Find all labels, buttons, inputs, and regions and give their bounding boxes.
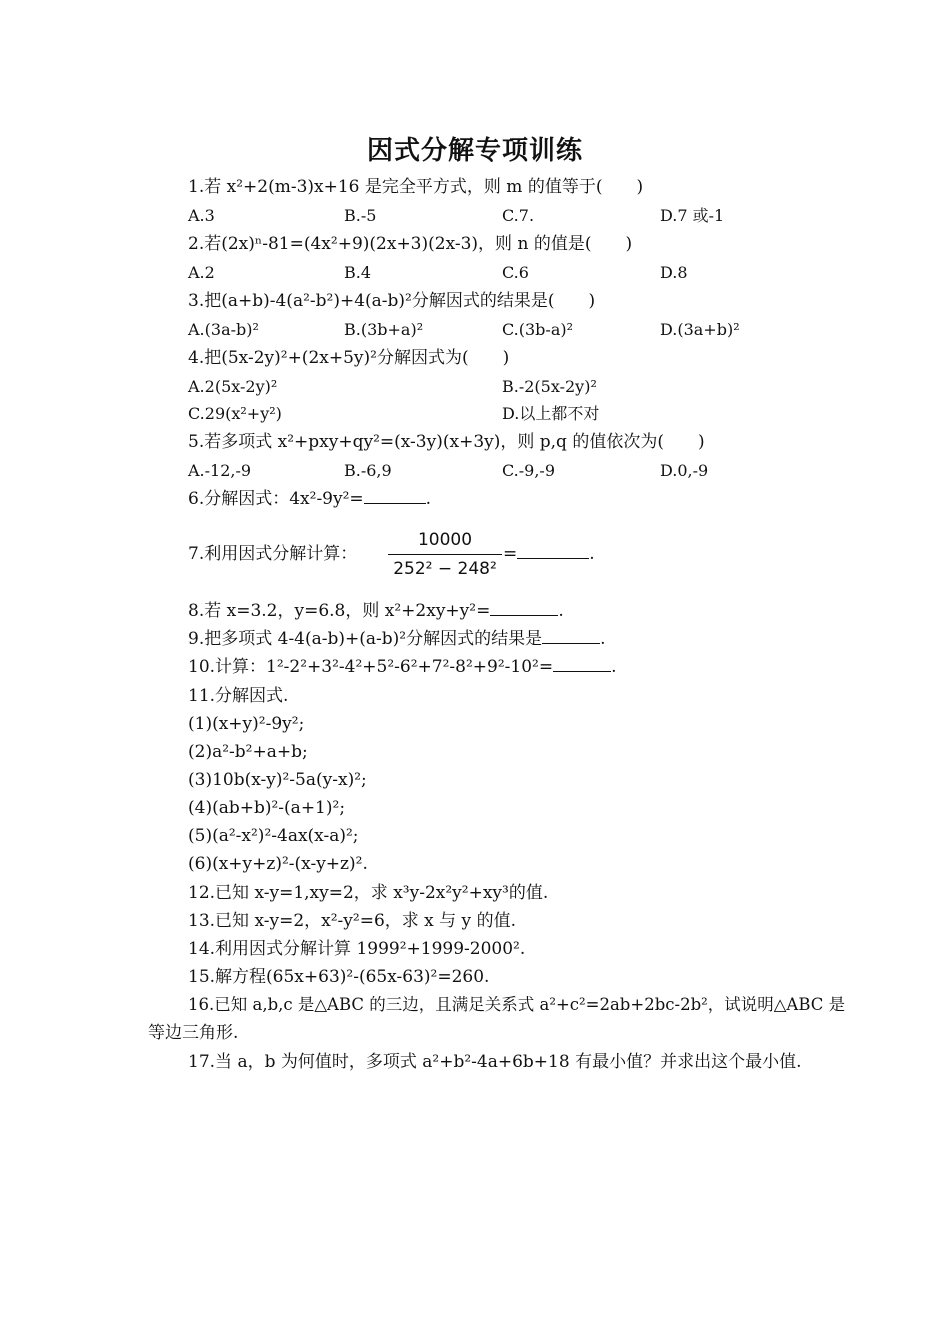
question-4-option-c: C.29(x²+y²) — [188, 404, 282, 423]
question-2-option-a: A.2 — [188, 263, 215, 282]
question-9-stem: 9.把多项式 4-4(a-b)+(a-b)²分解因式的结果是 — [188, 629, 543, 649]
question-2-option-b: B.4 — [344, 263, 372, 282]
question-6-stem: 6.分解因式：4x²-9y²= — [188, 489, 364, 509]
question-5-stem: 5.若多项式 x²+pxy+qy²=(x-3y)(x+3y)，则 p,q 的值依次为( ) — [188, 432, 705, 452]
question-9 — [188, 628, 606, 650]
question-1-option-a: A.3 — [188, 206, 215, 225]
question-6 — [188, 488, 431, 510]
question-14: 14.利用因式分解计算 1999²+1999-2000². — [188, 939, 526, 959]
question-1-option-c: C.7. — [502, 206, 535, 225]
question-11-part: (2)a²-b²+a+b; — [188, 742, 308, 762]
question-7-answer — [503, 543, 595, 565]
question-9-end: . — [600, 629, 606, 649]
question-10-end: . — [611, 657, 617, 677]
answer-blank — [517, 557, 589, 559]
question-11-stem: 11.分解因式. — [188, 686, 289, 706]
fraction — [388, 528, 502, 581]
fraction-bar — [388, 554, 502, 555]
answer-blank — [490, 614, 558, 616]
question-4-option-a: A.2(5x-2y)² — [188, 377, 278, 396]
page-title: 因式分解专项训练 — [366, 136, 583, 166]
question-10 — [188, 656, 617, 678]
equals-sign: = — [503, 544, 518, 564]
answer-blank — [542, 642, 600, 644]
question-2-stem: 2.若(2x)ⁿ-81=(4x²+9)(2x+3)(2x-3)，则 n 的值是( ) — [188, 234, 633, 254]
question-11-part: (5)(a²-x²)²-4ax(x-a)²; — [188, 826, 359, 846]
question-3-option-d: D.(3a+b)² — [660, 320, 740, 339]
question-1-stem: 1.若 x²+2(m-3)x+16 是完全平方式，则 m 的值等于( ) — [188, 177, 644, 197]
question-4-stem: 4.把(5x-2y)²+(2x+5y)²分解因式为( ) — [188, 348, 510, 368]
question-12: 12.已知 x-y=1,xy=2，求 x³y-2x²y²+xy³的值. — [188, 883, 549, 903]
question-11-part: (6)(x+y+z)²-(x-y+z)². — [188, 854, 368, 874]
question-1-option-d: D.7 或-1 — [660, 206, 725, 225]
question-4-option-b: B.-2(5x-2y)² — [502, 377, 597, 396]
question-16-line-2: 等边三角形. — [148, 1023, 239, 1043]
question-11-part: (1)(x+y)²-9y²; — [188, 714, 305, 734]
question-15: 15.解方程(65x+63)²-(65x-63)²=260. — [188, 967, 490, 987]
question-17: 17.当 a，b 为何值时，多项式 a²+b²-4a+6b+18 有最小值？并求出这个最小值. — [188, 1052, 802, 1072]
question-7-end: . — [589, 544, 595, 564]
question-8-end: . — [558, 601, 564, 621]
question-5-option-c: C.-9,-9 — [502, 461, 556, 480]
question-6-end: . — [425, 489, 432, 509]
answer-blank — [553, 670, 611, 672]
question-5-option-d: D.0,-9 — [660, 461, 709, 480]
question-13: 13.已知 x-y=2，x²-y²=6，求 x 与 y 的值. — [188, 911, 516, 931]
question-11-part: (4)(ab+b)²-(a+1)²; — [188, 798, 346, 818]
question-7-stem: 7.利用因式分解计算： — [188, 544, 358, 564]
question-3-stem: 3.把(a+b)-4(a²-b²)+4(a-b)²分解因式的结果是( ) — [188, 291, 596, 311]
question-16-line-1: 16.已知 a,b,c 是△ABC 的三边，且满足关系式 a²+c²=2ab+2bc-2b²，试说明△ABC 是 — [188, 995, 846, 1014]
question-3-option-a: A.(3a-b)² — [188, 320, 259, 339]
question-4-option-d: D.以上都不对 — [502, 404, 600, 423]
question-8-stem: 8.若 x=3.2，y=6.8，则 x²+2xy+y²= — [188, 601, 491, 621]
question-11-part: (3)10b(x-y)²-5a(y-x)²; — [188, 770, 367, 790]
answer-blank — [364, 502, 426, 504]
question-5-option-a: A.-12,-9 — [188, 461, 252, 480]
fraction-numerator: 10000 — [417, 530, 473, 550]
question-3-option-c: C.(3b-a)² — [502, 320, 574, 339]
question-5-option-b: B.-6,9 — [344, 461, 392, 480]
question-2-option-d: D.8 — [660, 263, 688, 282]
question-8 — [188, 600, 564, 622]
question-10-stem: 10.计算：1²-2²+3²-4²+5²-6²+7²-8²+9²-10²= — [188, 657, 554, 677]
fraction-denominator: 252² − 248² — [393, 559, 497, 579]
question-1-option-b: B.-5 — [344, 206, 377, 225]
question-2-option-c: C.6 — [502, 263, 529, 282]
question-3-option-b: B.(3b+a)² — [344, 320, 424, 339]
